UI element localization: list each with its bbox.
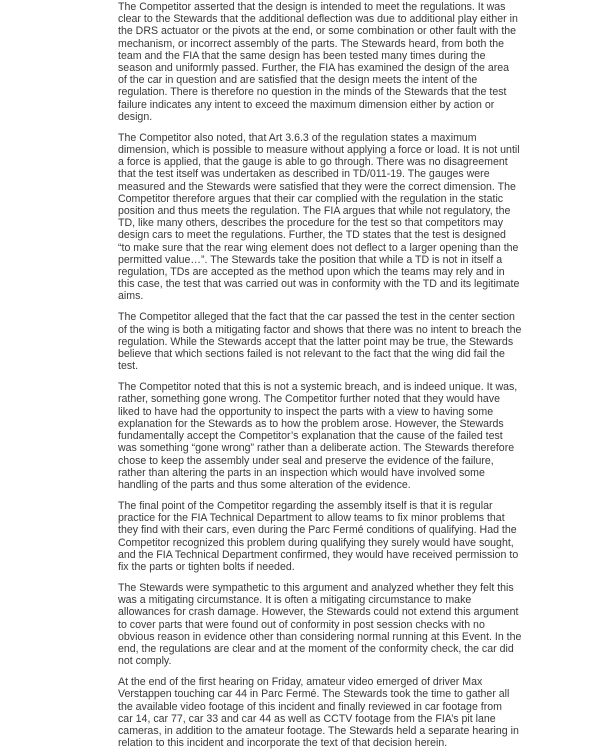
paragraph-2 (118, 132, 600, 303)
text-line: The Competitor also noted, that Art 3.6.3 of the regulation states a maximum (118, 131, 477, 144)
text-line: this case, the test that was carried out was in conformity with the TD and its legitimate (118, 278, 520, 291)
text-line: The Competitor alleged that the fact that the car passed the test in the center section (118, 311, 515, 324)
document-text (118, 1, 600, 754)
text-line: clear to the Stewards that the additional deflection was due to additional play either in (118, 13, 518, 26)
text-line: of the wing is both a mitigating factor and shows that there was no intent to breach the (118, 323, 522, 336)
text-line: the DRS actuator or the pivots at the end, or some combination or other fault with the (118, 25, 517, 38)
paragraph-7 (118, 676, 600, 749)
text-line: regulation. While the Stewards accept that the latter point may be true, the Stewards (118, 335, 514, 348)
text-line: fundamentally accept the Competitor’s explanation that the cause of the failed test (118, 430, 503, 443)
text-line: measured and the Stewards were satisfied that they were the correct dimension. The (118, 180, 516, 193)
text-line: dimension, which is possible to measure without applying a force or load. It is not until (118, 144, 520, 157)
text-line: The Competitor asserted that the design is intended to meet the regulations. It was (118, 1, 506, 13)
text-line: season and uniformly passed. Further, the FIA has examined the design of the area (118, 62, 510, 75)
paragraph-6 (118, 582, 600, 667)
text-line: “to make sure that the rear wing element does not deflect to a larger opening than the (118, 241, 519, 254)
text-line: car 14, car 77, car 33 and car 44 as well as CCTV footage from the FIA’s pit lane (118, 712, 496, 725)
text-line: not comply. (118, 655, 172, 668)
text-line: explanation for the Stewards as to how the problem arose. However, the Stewards (118, 417, 504, 430)
text-line: handling of the parts and thus some alteration of the evidence. (118, 478, 411, 491)
text-line: was something “gone wrong” rather than a deliberate action. The Stewards therefore (118, 442, 515, 455)
text-line: that the test itself was undertaken as described in TD/011-19. The gauges were (118, 168, 490, 181)
text-line: TD, like many others, describes the procedure for the test so that competitors may (118, 217, 504, 230)
text-line: permitted value…”. The Stewards take the position that while a TD is not in itself a (118, 253, 503, 266)
paragraph-1 (118, 1, 600, 123)
paragraph-5 (118, 500, 600, 573)
text-line: fix the parts or tighten bolts if needed. (118, 560, 295, 573)
text-line: mechanism, or incorrect assembly of the parts. The Stewards heard, from both the (118, 37, 505, 50)
paragraph-4 (118, 381, 600, 491)
text-line: was a mitigating circumstance. It is often a mitigating circumstance to make (118, 594, 472, 607)
text-line: Verstappen touching car 44 in Parc Fermé. The Stewards took the time to gather all (118, 688, 510, 701)
text-line: The Stewards were sympathetic to this argument and analyzed whether they felt this (118, 581, 514, 594)
text-line: end, the regulations are clear and at the moment of the conformity check, the car did (118, 642, 514, 655)
text-line: regulation, TDs are accepted as the method upon which the teams may rely and in (118, 266, 505, 279)
text-line: test. (118, 360, 139, 373)
text-line: relation to this incident and incorporate the text of that decision herein. (118, 737, 448, 750)
text-line: aims. (118, 290, 144, 303)
text-line: cameras, in addition to the amateur footage. The Stewards held a separate hearing in (118, 724, 519, 737)
text-line: they find with their cars, even during the Parc Fermé conditions of qualifying. Had the (118, 524, 517, 537)
text-line: the available video footage of this incident and finally reviewed in car footage from (118, 700, 502, 713)
text-line: believe that which sections failed is not relevant to the fact that the wing did fail the (118, 348, 505, 361)
text-line: The Competitor noted that this is not a systemic breach, and is indeed unique. It was, (118, 381, 518, 394)
text-line: Competitor therefore argues that their car complied with the regulation in the static (118, 192, 504, 205)
text-line: rather than altering the parts in an inspection which would have involved some (118, 466, 485, 479)
text-line: regulation. There is therefore no question in the minds of the Stewards that the test (118, 86, 507, 99)
text-line: of the car in question and are satisfied that the design meets the intent of the (118, 74, 478, 87)
text-line: design cars to meet the regulations. Further, the TD states that the test is designed (118, 229, 506, 242)
text-line: position and thus meets the regulation. The FIA argues that while not regulatory, the (118, 205, 511, 218)
text-line: At the end of the first hearing on Friday, amateur video emerged of driver Max (118, 676, 483, 689)
text-line: The final point of the Competitor regarding the assembly itself is that it is regular (118, 499, 493, 512)
text-line: chose to keep the assembly under seal and preserve the evidence of the failure, (118, 454, 494, 467)
paragraph-3 (118, 311, 600, 372)
text-line: liked to have had the opportunity to inspect the parts with a view to having some (118, 405, 494, 418)
text-line: allowances for crash damage. However, the Stewards could not extend this argument (118, 606, 519, 619)
text-line: and the FIA Technical Department confirmed, they would have received permission to (118, 548, 519, 561)
text-line: team and the FIA that the same design has been tested many times during the (118, 49, 486, 62)
text-line: obvious reason in evidence other than considering normal running at this Event. In the (118, 630, 522, 643)
text-line: rather, something gone wrong. The Competitor further noted that they would have (118, 393, 500, 406)
text-line: practice for the FIA Technical Department to allow teams to fix minor problems that (118, 512, 505, 525)
text-line: failure indicates any intent to exceed the maximum dimension either by action or (118, 98, 495, 111)
text-line: Competitor recognized this problem during qualifying they surely would have sought, (118, 536, 514, 549)
text-line: design. (118, 110, 153, 123)
text-line: a force is applied, that the gauge is able to go through. There was no disagreement (118, 156, 508, 169)
text-line: to cover parts that were found out of conformity in post session checks with no (118, 618, 485, 631)
